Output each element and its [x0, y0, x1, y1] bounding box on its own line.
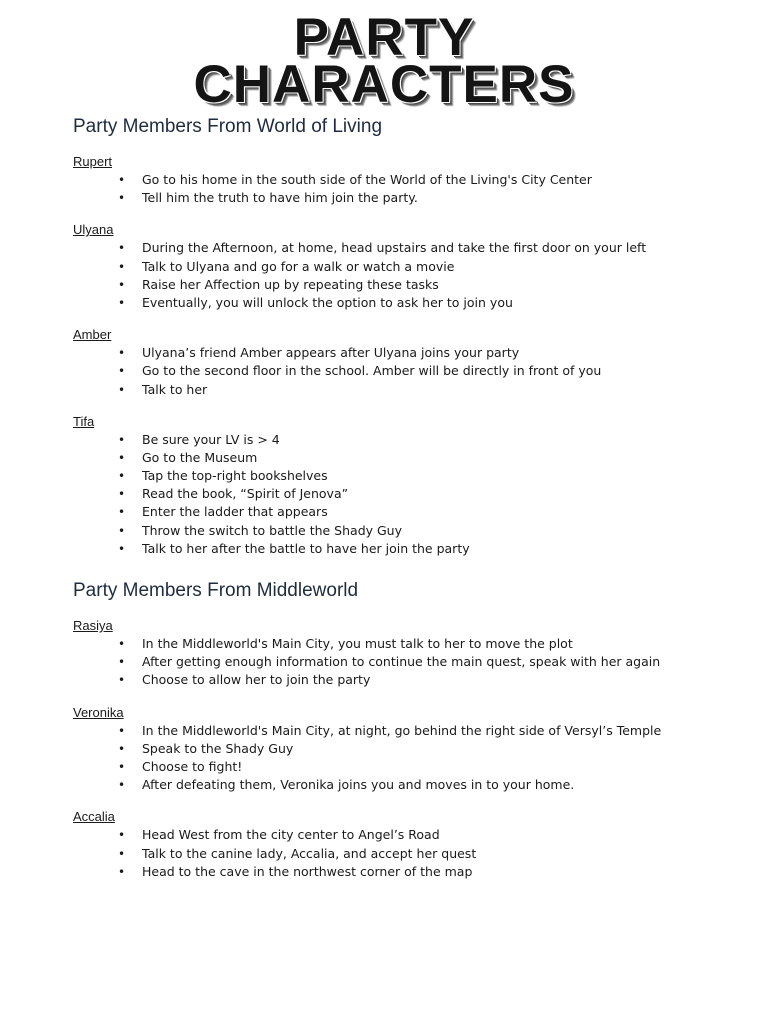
step-item: • Ulyana’s friend Amber appears after Ulyana joins your party	[73, 344, 733, 362]
member-name: Tifa	[73, 413, 95, 429]
step-item: • Speak to the Shady Guy	[73, 740, 733, 758]
section	[73, 578, 733, 881]
step-item: • Choose to fight!	[73, 758, 733, 776]
step-item: • In the Middleworld's Main City, at night, go behind the right side of Versyl’s Temple	[73, 722, 733, 740]
step-list	[73, 826, 733, 881]
step-item: • Choose to allow her to join the party	[73, 671, 733, 689]
title-line-2: CHARACTERS	[193, 55, 575, 114]
section	[73, 114, 733, 558]
step-item: • Head West from the city center to Angel’s Road	[73, 826, 733, 844]
step-item: • Throw the switch to battle the Shady Guy	[73, 522, 733, 540]
member-block	[73, 326, 733, 399]
member-name: Rupert	[73, 154, 113, 169]
step-item: • Eventually, you will unlock the option to ask her to join you	[73, 294, 733, 312]
step-item: • Read the book, “Spirit of Jenova”	[73, 485, 733, 503]
member-block	[73, 221, 733, 312]
step-item: • Talk to her	[73, 381, 733, 399]
step-item: • Tap the top-right bookshelves	[73, 467, 733, 485]
step-list	[73, 635, 733, 690]
step-item: • Raise her Affection up by repeating these tasks	[73, 276, 733, 294]
step-item: • Be sure your LV is > 4	[73, 431, 733, 449]
member-name: Veronika	[73, 704, 124, 720]
section-heading: Party Members From Middleworld	[73, 580, 359, 601]
member-name: Rasiya	[73, 618, 113, 633]
step-item: • Go to his home in the south side of the World of the Living's City Center	[73, 171, 733, 189]
member-name: Amber	[73, 327, 112, 343]
step-list	[73, 171, 733, 207]
step-item: • In the Middleworld's Main City, you must talk to her to move the plot	[73, 635, 733, 653]
step-item: • After getting enough information to continue the main quest, speak with her again	[73, 653, 733, 671]
member-block	[73, 617, 733, 690]
member-name: Accalia	[73, 809, 115, 825]
step-item: • Talk to the canine lady, Accalia, and accept her quest	[73, 845, 733, 863]
step-item: • Talk to her after the battle to have her join the party	[73, 540, 733, 558]
member-name: Ulyana	[73, 222, 114, 238]
step-item: • Go to the second floor in the school. Amber will be directly in front of you	[73, 362, 733, 380]
title-line-1: PARTY	[293, 8, 475, 67]
step-list	[73, 239, 733, 312]
step-item: • Go to the Museum	[73, 449, 733, 467]
step-item: • After defeating them, Veronika joins you and moves in to your home.	[73, 776, 733, 794]
member-block	[73, 808, 733, 881]
member-block	[73, 153, 733, 207]
step-list	[73, 431, 733, 558]
section-heading: Party Members From World of Living	[73, 116, 383, 137]
step-list	[73, 344, 733, 399]
member-block	[73, 704, 733, 795]
step-item: • During the Afternoon, at home, head upstairs and take the first door on your left	[73, 239, 733, 257]
document-body	[73, 114, 733, 881]
document-title	[0, 8, 768, 114]
member-block	[73, 413, 733, 558]
step-item: • Head to the cave in the northwest corner of the map	[73, 863, 733, 881]
step-item: • Enter the ladder that appears	[73, 503, 733, 521]
step-list	[73, 722, 733, 795]
step-item: • Tell him the truth to have him join the party.	[73, 189, 733, 207]
step-item: • Talk to Ulyana and go for a walk or watch a movie	[73, 258, 733, 276]
